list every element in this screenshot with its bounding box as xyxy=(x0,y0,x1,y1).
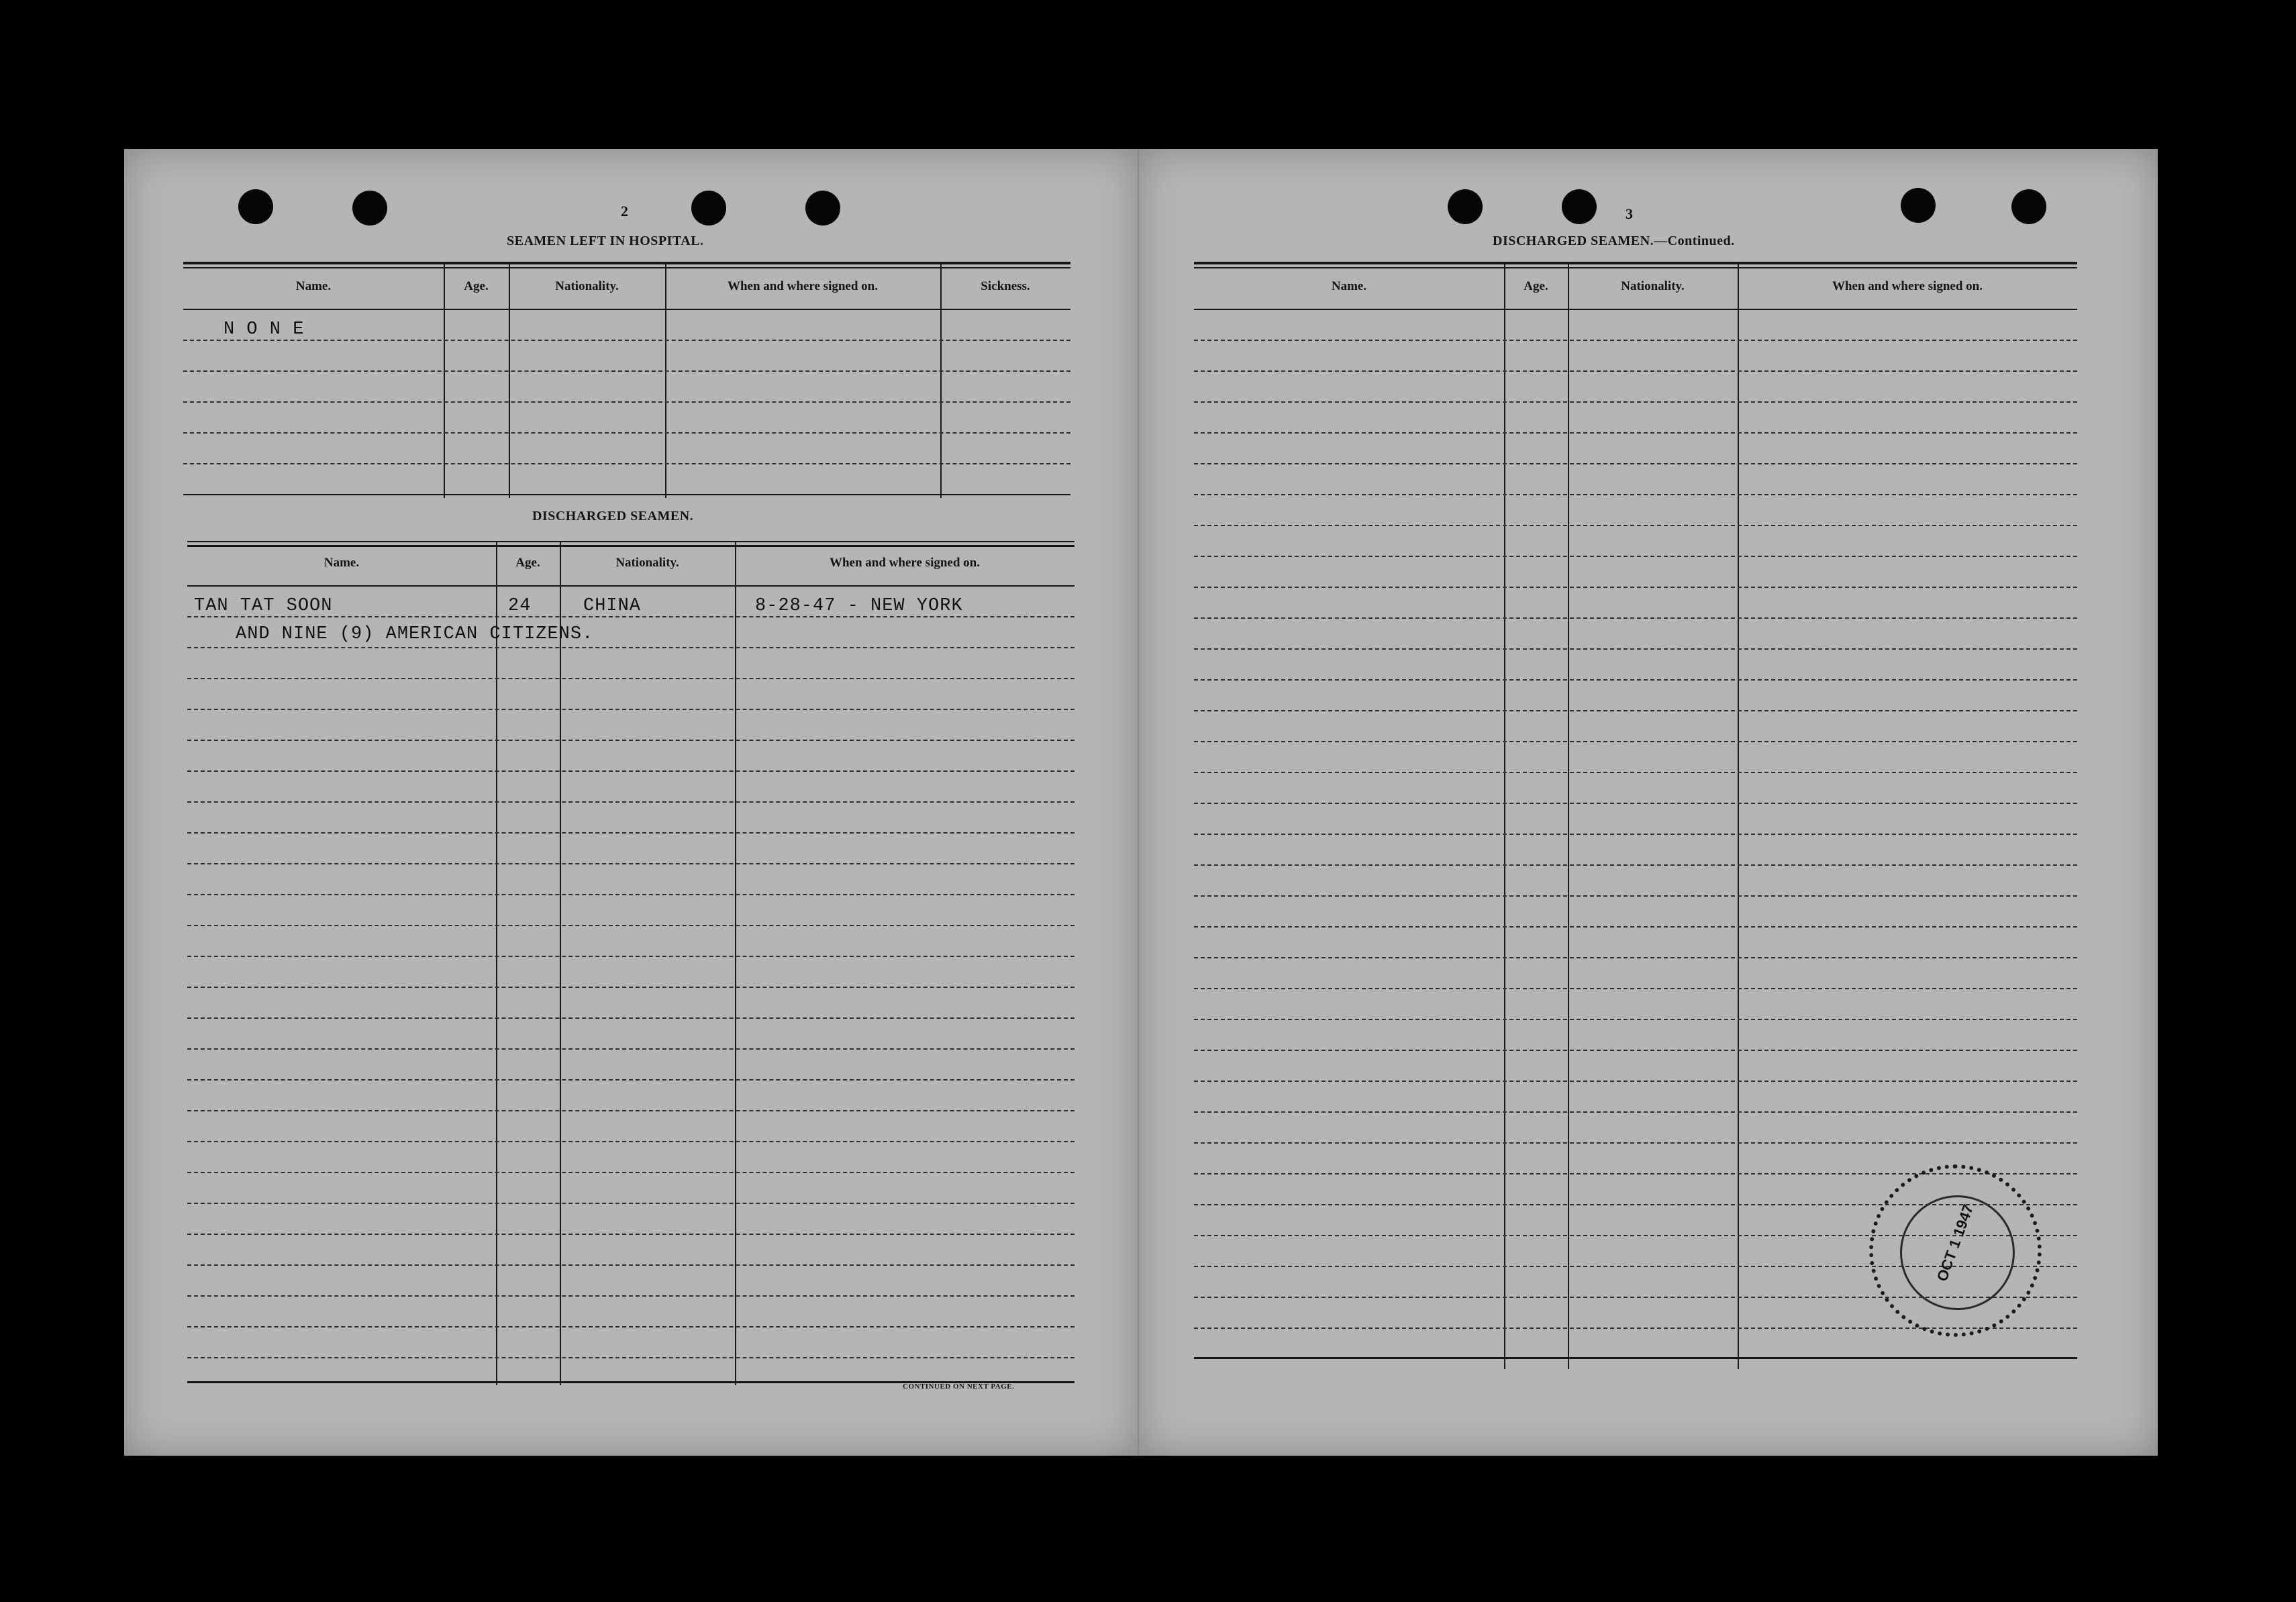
punch-hole xyxy=(1562,189,1597,224)
punch-hole xyxy=(2011,189,2046,224)
col-name: Name. xyxy=(295,279,332,293)
col-nationality: Nationality. xyxy=(1621,279,1685,293)
col-nationality: Nationality. xyxy=(615,556,679,570)
discharged-row1-name: TAN TAT SOON xyxy=(194,596,333,616)
punch-hole xyxy=(805,191,840,226)
continued-note: CONTINUED ON NEXT PAGE. xyxy=(903,1383,1015,1391)
punch-hole xyxy=(691,191,726,226)
hospital-entry-none: N O N E xyxy=(223,319,305,340)
discharged-row1-signed-on: 8-28-47 - NEW YORK xyxy=(755,596,963,616)
col-signed-on: When and where signed on. xyxy=(829,556,980,570)
hospital-section-title: SEAMEN LEFT IN HOSPITAL. xyxy=(507,234,704,248)
page-number: 3 xyxy=(1626,205,1633,222)
left-page xyxy=(124,149,1138,1456)
col-age: Age. xyxy=(515,556,540,570)
punch-hole xyxy=(1901,188,1936,223)
col-name: Name. xyxy=(323,556,360,570)
col-sickness: Sickness. xyxy=(981,279,1030,293)
discharged-section-title: DISCHARGED SEAMEN. xyxy=(532,509,694,523)
punch-hole xyxy=(352,191,387,226)
discharged-row1-age: 24 xyxy=(508,596,532,616)
received-stamp xyxy=(1869,1164,2042,1337)
col-signed-on: When and where signed on. xyxy=(727,279,878,293)
discharged-row2-name: AND NINE (9) AMERICAN CITIZENS. xyxy=(236,624,594,644)
punch-hole xyxy=(238,189,273,224)
col-age: Age. xyxy=(1524,279,1548,293)
col-name: Name. xyxy=(1331,279,1367,293)
page-number: 2 xyxy=(621,203,628,219)
right-section-title: DISCHARGED SEAMEN.—Continued. xyxy=(1493,234,1735,248)
stamp-date: OCT 1 1947 xyxy=(1933,1202,1977,1284)
col-signed-on: When and where signed on. xyxy=(1832,279,1983,293)
punch-hole xyxy=(1448,189,1483,224)
col-age: Age. xyxy=(464,279,489,293)
discharged-table xyxy=(187,541,1075,1387)
col-nationality: Nationality. xyxy=(555,279,619,293)
discharged-row1-nationality: CHINA xyxy=(583,596,642,616)
